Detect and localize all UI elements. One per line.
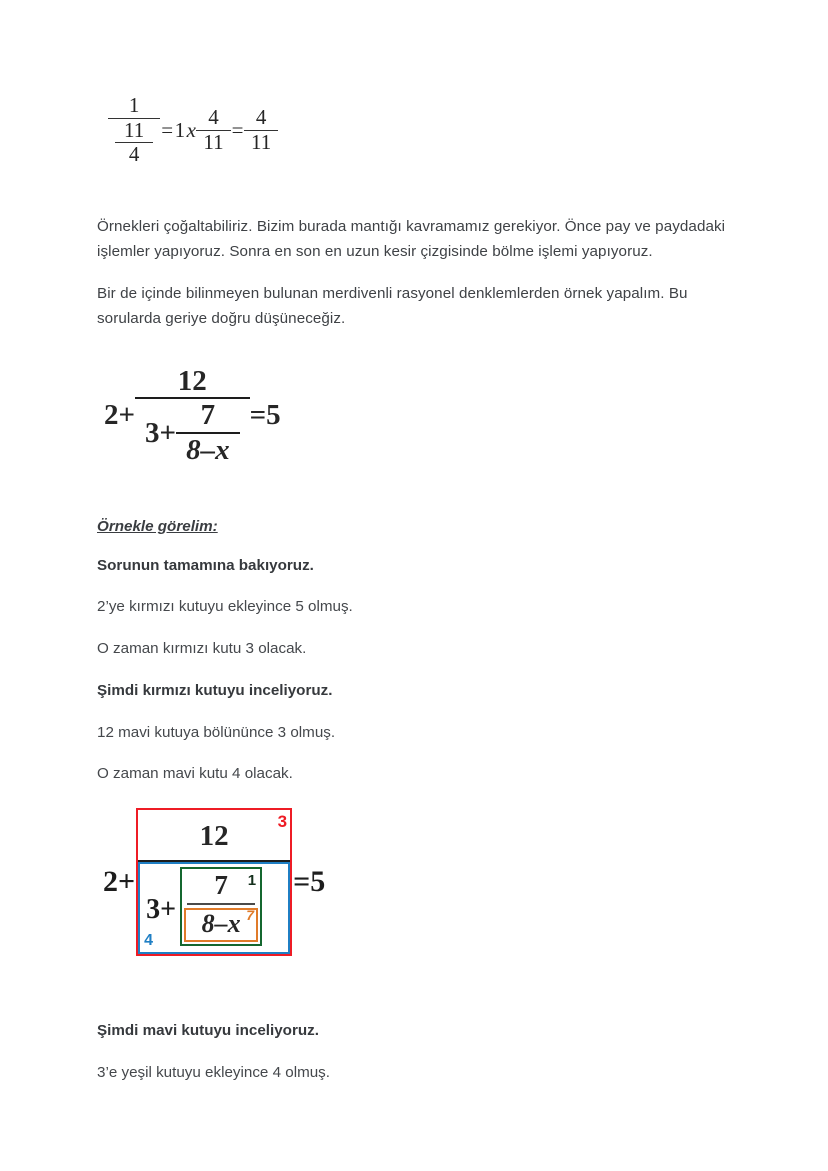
blue-box-annotation (138, 862, 290, 954)
outer-numerator: 1 (128, 93, 140, 117)
final-denominator: 11 (250, 129, 272, 154)
step-line-2: 2’ye kırmızı kutuyu ekleyince 5 olmuş. (97, 598, 353, 616)
eq2-main-fraction (135, 365, 250, 466)
eq3-main-fraction (138, 810, 290, 954)
eq3-den-lead: 3+ (146, 893, 177, 925)
eq2-inner-numerator: 7 (200, 399, 216, 432)
eq3-inner-bar (187, 903, 256, 905)
equals-sign-2: = (231, 117, 243, 142)
step-line-1: Sorunun tamamına bakıyoruz. (97, 556, 314, 574)
step-line-5: 12 mavi kutuya bölününce 3 olmuş. (97, 723, 336, 741)
result-denominator: 11 (203, 129, 224, 154)
eq3-inner-numerator: 7 (214, 870, 228, 900)
red-box-value-label: 3 (277, 812, 288, 831)
blue-box-value-label: 4 (144, 932, 154, 949)
eq3-lead-term: 2+ (103, 865, 136, 898)
eq3-tail-term: =5 (293, 865, 326, 898)
section-heading-ornekle-gorelim: Örnekle görelim: (97, 517, 218, 535)
multiplication-x: x (186, 117, 196, 142)
step-line-4: Şimdi kırmızı kutuyu inceliyoruz. (97, 681, 333, 699)
green-box-value-label: 1 (247, 872, 257, 889)
step-line-6: O zaman mavi kutu 4 olacak. (97, 765, 293, 783)
equation-continued-fraction (104, 365, 281, 466)
eq3-inner-denominator: 8–x (201, 909, 241, 938)
eq2-inner-fraction (176, 399, 240, 466)
inner-denominator: 4 (128, 142, 140, 167)
step-line-8: 3’e yeşil kutuyu ekleyince 4 olmuş. (97, 1064, 330, 1082)
red-box-annotation (136, 808, 292, 956)
paragraph-2: Bir de içinde bilinmeyen bulunan merdivenli rasyonel denklemlerden örnek yapalım. Bu sorularda geriye doğru düşüneceğiz. (97, 285, 688, 327)
green-box-annotation (180, 867, 262, 946)
step-line-3: O zaman kırmızı kutu 3 olacak. (97, 640, 307, 658)
eq3-denominator (138, 862, 290, 954)
eq2-den-lead: 3+ (145, 416, 177, 449)
orange-box-annotation (184, 908, 258, 942)
eq3-numerator: 12 (199, 820, 229, 852)
equation-annotated-boxed (103, 808, 325, 956)
eq2-inner-denominator: 8–x (186, 433, 230, 466)
one-operand: 1 (174, 117, 185, 142)
eq2-numerator: 12 (177, 365, 207, 397)
eq2-denominator (135, 399, 250, 466)
step-line-7: Şimdi mavi kutuyu inceliyoruz. (97, 1022, 319, 1040)
eq2-tail-term: =5 (249, 399, 281, 432)
equals-sign-1: = (161, 117, 173, 142)
inner-numerator: 11 (124, 117, 145, 142)
orange-box-value-label: 7 (246, 907, 255, 923)
paragraph-1: Örnekleri çoğaltabiliriz. Bizim burada mantığı kavramamız gerekiyor. Önce pay ve paydadaki işlemler yapıyoruz. Sonra en son en uzun kesir çizgisinde bölme işlemi yapıyoruz. (97, 218, 726, 260)
eq2-lead-term: 2+ (104, 399, 136, 432)
final-numerator: 4 (255, 105, 267, 130)
result-numerator: 4 (208, 105, 219, 130)
